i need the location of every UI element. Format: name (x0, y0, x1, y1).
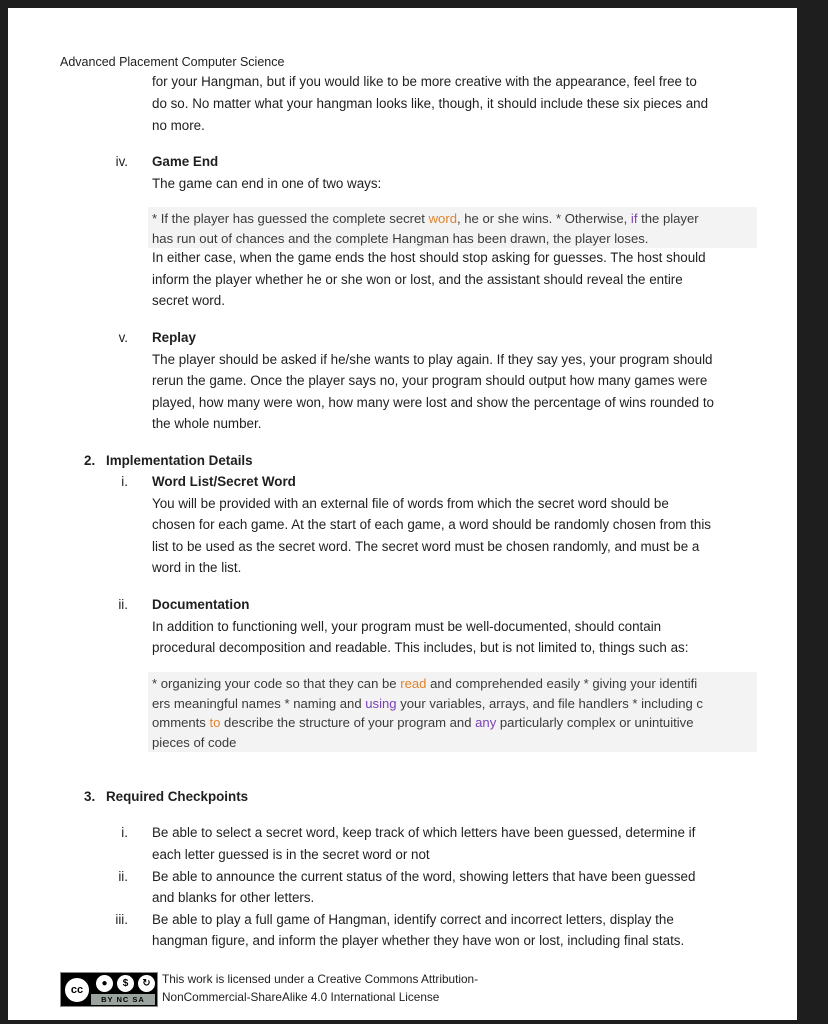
documentation-numeral: ii. (118, 597, 128, 612)
code-line: * organizing your code so that they can be read and comprehended easily * giving your identifi (152, 676, 698, 691)
section-3-number: 3. (84, 789, 96, 804)
documentation-heading: Documentation (152, 597, 250, 612)
checkpoint-line: Be able to play a full game of Hangman, identify correct and incorrect letters, display the (152, 912, 674, 927)
game-end-after-3: secret word. (152, 293, 225, 308)
word-list-heading: Word List/Secret Word (152, 474, 296, 489)
document-page (8, 8, 797, 1020)
code-line: has run out of chances and the complete Hangman has been drawn, the player loses. (152, 230, 649, 246)
section-2-heading: Implementation Details (106, 453, 253, 468)
replay-numeral: v. (118, 330, 128, 345)
game-end-code-block (148, 207, 757, 248)
noncommercial-icon: $ (115, 973, 136, 994)
keyword: read (400, 676, 427, 691)
sharealike-icon: ↻ (136, 973, 157, 994)
intro-line-2: do so. No matter what your hangman looks like, though, it should include these six pieces and (152, 96, 709, 111)
word-list-line-3: list to be used as the secret word. The secret word must be chosen randomly, and must be a (152, 539, 700, 554)
replay-line-1: The player should be asked if he/she wants to play again. If they say yes, your program should (152, 352, 713, 367)
code-line: * If the player has guessed the complete secret word, he or she wins. * Otherwise, if the player (152, 211, 699, 226)
checkpoint-line: each letter guessed is in the secret word or not (152, 847, 430, 862)
section-2-number: 2. (84, 453, 96, 468)
intro-line-1: for your Hangman, but if you would like to be more creative with the appearance, feel free to (152, 74, 697, 89)
checkpoint-line: Be able to select a secret word, keep track of which letters have been guessed, determine if (152, 825, 696, 840)
word-list-line-2: chosen for each game. At the start of each game, a word should be randomly chosen from this (152, 517, 711, 532)
game-end-numeral: iv. (115, 154, 128, 169)
game-end-after-2: inform the player whether he or she won or lost, and the assistant should reveal the entire (152, 272, 683, 287)
replay-line-2: rerun the game. Once the player says no, your program should output how many games were (152, 373, 708, 388)
keyword: word (428, 211, 457, 226)
code-line: ers meaningful names * naming and using your variables, arrays, and file handlers * including c (152, 695, 703, 711)
word-list-line-1: You will be provided with an external file of words from which the secret word should be (152, 496, 669, 511)
checkpoint-line: Be able to announce the current status of the word, showing letters that have been guessed (152, 869, 696, 884)
game-end-after-1: In either case, when the game ends the host should stop asking for guesses. The host should (152, 250, 706, 265)
cc-icon: cc (63, 976, 91, 1004)
keyword: if (630, 211, 638, 226)
checkpoint-numeral: iii. (115, 912, 128, 927)
license-line-1[interactable]: This work is licensed under a Creative Commons Attribution- (162, 972, 479, 986)
checkpoint-line: and blanks for other letters. (152, 890, 315, 905)
code-line: omments to describe the structure of your program and any particularly complex or unintuitive (152, 715, 694, 730)
code-line: pieces of code (152, 734, 237, 750)
license-line-2[interactable]: NonCommercial-ShareAlike 4.0 International License (162, 990, 440, 1004)
section-3-heading: Required Checkpoints (106, 789, 249, 804)
word-list-line-4: word in the list. (152, 560, 242, 575)
game-end-lead: The game can end in one of two ways: (152, 176, 382, 191)
cc-license-badge[interactable] (60, 972, 158, 1007)
checkpoint-numeral: ii. (118, 869, 128, 884)
page-header: Advanced Placement Computer Science (60, 55, 285, 69)
keyword: any (475, 715, 497, 730)
keyword: using (365, 695, 397, 711)
word-list-numeral: i. (121, 474, 128, 489)
attribution-icon: ● (94, 973, 115, 994)
replay-line-3: played, how many were won, how many were lost and show the percentage of wins rounded to (152, 395, 714, 410)
cc-badge-strip: BY NC SA (91, 994, 155, 1005)
documentation-code-block (148, 672, 757, 752)
game-end-heading: Game End (152, 154, 219, 169)
replay-heading: Replay (152, 330, 196, 345)
keyword: to (209, 715, 221, 730)
checkpoint-numeral: i. (121, 825, 128, 840)
replay-line-4: the whole number. (152, 416, 262, 431)
documentation-line-1: In addition to functioning well, your program must be well-documented, should contain (152, 619, 662, 634)
documentation-line-2: procedural decomposition and readable. This includes, but is not limited to, things such as: (152, 640, 689, 655)
checkpoint-line: hangman figure, and inform the player whether they have won or lost, including final stats. (152, 933, 685, 948)
intro-line-3: no more. (152, 118, 205, 133)
